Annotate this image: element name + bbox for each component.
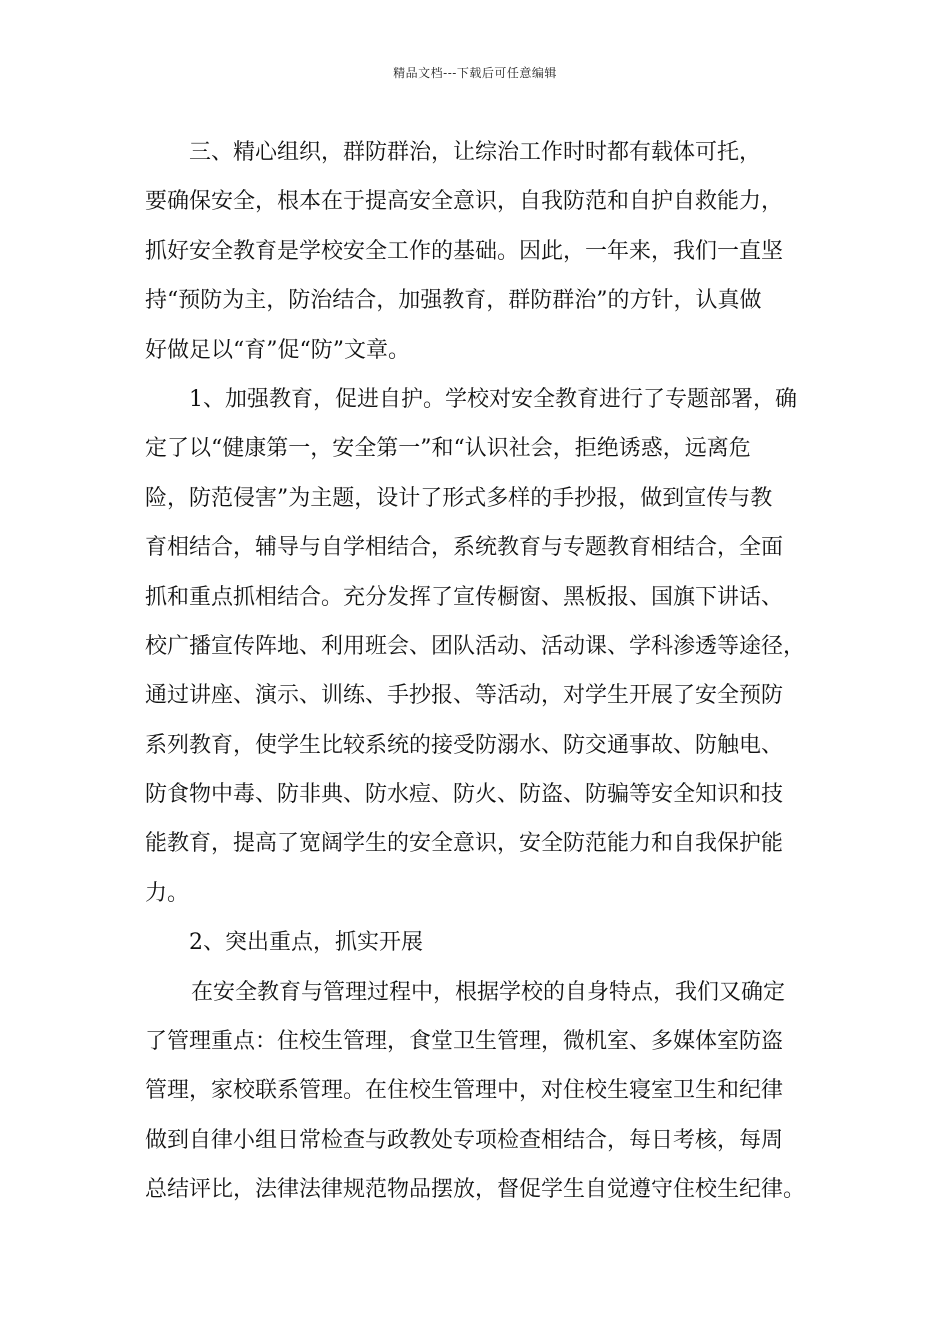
section-heading: 三、精心组织，群防群治，让综治工作时时都有载体可托， xyxy=(189,140,762,165)
text-line: 要确保安全，根本在于提高安全意识，自我防范和自护自救能力， xyxy=(145,189,784,215)
paragraph-start-line: 在安全教育与管理过程中，根据学校的自身特点，我们又确定 xyxy=(191,979,786,1005)
text-line: 定了以“健康第一，安全第一”和“认识社会，拒绝诱惑，远离危 xyxy=(145,436,751,462)
text-line: 通过讲座、演示、训练、手抄报、等活动，对学生开展了安全预防 xyxy=(145,683,784,709)
text-line: 防食物中毒、防非典、防水痘、防火、防盗、防骗等安全知识和技 xyxy=(145,782,784,808)
text-line: 抓和重点抓相结合。充分发挥了宣传橱窗、黑板报、国旗下讲话、 xyxy=(145,584,784,610)
text-line: 好做足以“育”促“防”文章。 xyxy=(145,337,410,363)
text-line: 力。 xyxy=(145,880,190,906)
text-line: 做到自律小组日常检查与政教处专项检查相结合，每日考核，每周 xyxy=(145,1127,784,1153)
subsection-line: 1、加强教育，促进自护。学校对安全教育进行了专题部署，确 xyxy=(189,386,797,412)
text-line: 系列教育，使学生比较系统的接受防溺水、防交通事故、防触电、 xyxy=(145,732,784,758)
subsection-heading: 2、突出重点，抓实开展 xyxy=(189,930,423,956)
document-body xyxy=(145,128,823,1215)
text-line: 管理，家校联系管理。在住校生管理中，对住校生寝室卫生和纪律 xyxy=(145,1078,784,1104)
text-line: 险，防范侵害”为主题，设计了形式多样的手抄报，做到宣传与教 xyxy=(145,485,773,511)
text-line: 持“预防为主，防治结合，加强教育，群防群治”的方针，认真做 xyxy=(145,288,762,314)
text-line: 总结评比，法律法律规范物品摆放，督促学生自觉遵守住校生纪律。 xyxy=(145,1177,806,1203)
text-line: 校广播宣传阵地、利用班会、团队活动、活动课、学科渗透等途径， xyxy=(145,633,806,659)
text-line: 抓好安全教育是学校安全工作的基础。因此，一年来，我们一直坚 xyxy=(145,238,784,264)
text-line: 育相结合，辅导与自学相结合，系统教育与专题教育相结合，全面 xyxy=(145,535,784,561)
page-header: 精品文档---下载后可任意编辑 xyxy=(393,66,557,80)
text-line: 了管理重点：住校生管理，食堂卫生管理，微机室、多媒体室防盗 xyxy=(145,1029,784,1055)
text-line: 能教育，提高了宽阔学生的安全意识，安全防范能力和自我保护能 xyxy=(145,831,784,857)
